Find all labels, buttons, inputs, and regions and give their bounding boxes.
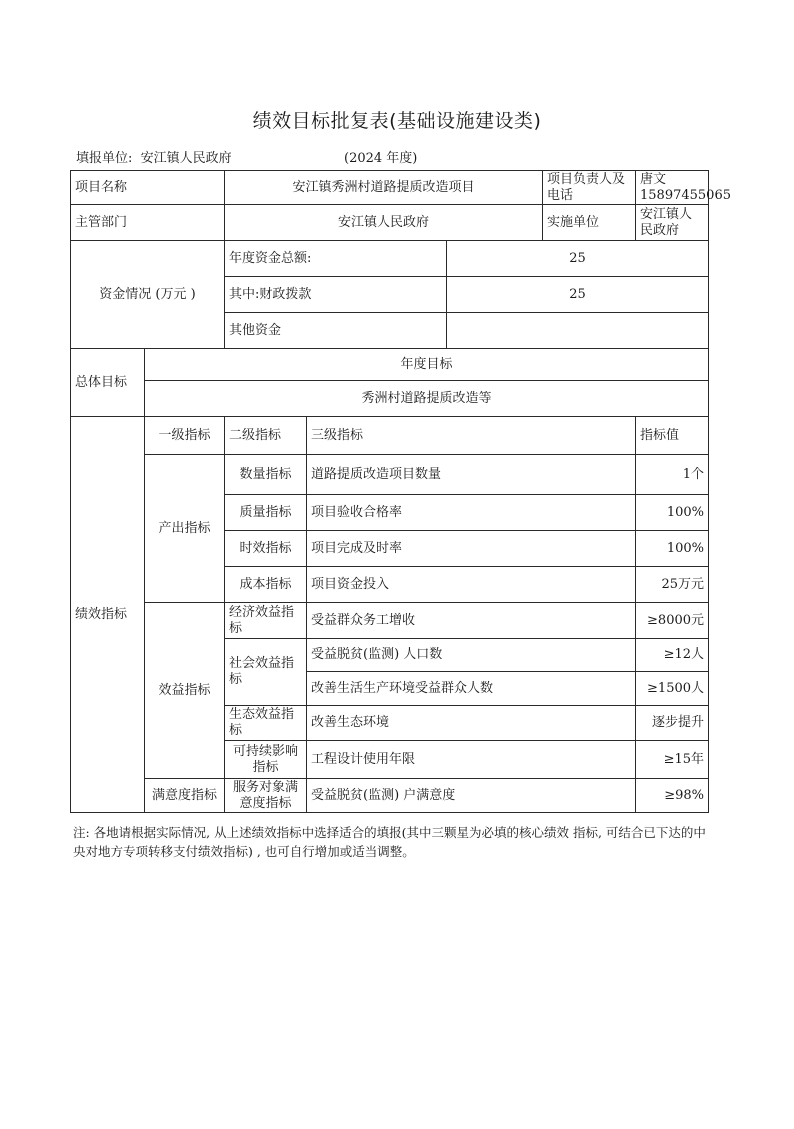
output-value: 25万元 bbox=[636, 567, 709, 603]
social-l3: 改善生活生产环境受益群众人数 bbox=[307, 672, 636, 706]
satisfaction-l3: 受益脱贫(监测) 户满意度 bbox=[307, 779, 636, 813]
funds-other-value bbox=[447, 313, 709, 349]
economic-row bbox=[71, 603, 709, 639]
header-value: 指标值 bbox=[636, 417, 709, 455]
economic-l2: 经济效益指标 bbox=[225, 603, 307, 639]
output-row bbox=[71, 455, 709, 495]
performance-table bbox=[70, 170, 731, 813]
social-value: ≥12人 bbox=[636, 639, 709, 672]
goal-label: 总体目标 bbox=[71, 349, 145, 417]
output-l3: 项目验收合格率 bbox=[307, 495, 636, 531]
header-level3: 三级指标 bbox=[307, 417, 636, 455]
funds-label: 资金情况 (万元 ) bbox=[71, 241, 225, 349]
satisfaction-l1: 满意度指标 bbox=[145, 779, 225, 813]
project-name-row bbox=[71, 171, 709, 205]
sustainable-value: ≥15年 bbox=[636, 741, 709, 779]
benefit-label: 效益指标 bbox=[145, 603, 225, 779]
ecological-value: 逐步提升 bbox=[636, 706, 709, 741]
goal-header-row bbox=[71, 349, 709, 381]
output-l2: 成本指标 bbox=[225, 567, 307, 603]
filing-unit-value: 安江镇人民政府 bbox=[140, 151, 232, 166]
funds-fiscal-label: 其中:财政拨款 bbox=[225, 277, 447, 313]
page-title: 绩效目标批复表(基础设施建设类) bbox=[252, 110, 542, 132]
goal-text-row bbox=[71, 381, 709, 417]
contact-value: 唐文15897455065 bbox=[636, 171, 709, 205]
output-l3: 道路提质改造项目数量 bbox=[307, 455, 636, 495]
dept-row bbox=[71, 205, 709, 241]
sustainable-l2: 可持续影响指标 bbox=[225, 741, 307, 779]
impl-value: 安江镇人民政府 bbox=[636, 205, 709, 241]
funds-total-row bbox=[71, 241, 709, 277]
header-level2: 二级指标 bbox=[225, 417, 307, 455]
filing-unit-label: 填报单位: bbox=[76, 151, 133, 166]
output-l3: 项目资金投入 bbox=[307, 567, 636, 603]
goal-text: 秀洲村道路提质改造等 bbox=[145, 381, 709, 417]
social-value: ≥1500人 bbox=[636, 672, 709, 706]
sustainable-l3: 工程设计使用年限 bbox=[307, 741, 636, 779]
dept-value: 安江镇人民政府 bbox=[225, 205, 543, 241]
ecological-l2: 生态效益指标 bbox=[225, 706, 307, 741]
satisfaction-row bbox=[71, 779, 709, 813]
output-l2: 数量指标 bbox=[225, 455, 307, 495]
economic-l3: 受益群众务工增收 bbox=[307, 603, 636, 639]
project-name: 安江镇秀洲村道路提质改造项目 bbox=[225, 171, 543, 205]
social-l3: 受益脱贫(监测) 人口数 bbox=[307, 639, 636, 672]
satisfaction-value: ≥98% bbox=[636, 779, 709, 813]
goal-header: 年度目标 bbox=[145, 349, 709, 381]
header-level1: 一级指标 bbox=[145, 417, 225, 455]
social-l2: 社会效益指标 bbox=[225, 639, 307, 706]
output-l3: 项目完成及时率 bbox=[307, 531, 636, 567]
indicator-header-row bbox=[71, 417, 709, 455]
satisfaction-l2: 服务对象满意度指标 bbox=[225, 779, 307, 813]
report-year: (2024 年度) bbox=[344, 151, 418, 166]
funds-total-value: 25 bbox=[447, 241, 709, 277]
filing-unit bbox=[76, 147, 232, 166]
indicators-label: 绩效指标 bbox=[71, 417, 145, 813]
output-l2: 质量指标 bbox=[225, 495, 307, 531]
output-value: 100% bbox=[636, 495, 709, 531]
ecological-l3: 改善生态环境 bbox=[307, 706, 636, 741]
contact-label: 项目负责人及电话 bbox=[543, 171, 636, 205]
economic-value: ≥8000元 bbox=[636, 603, 709, 639]
output-value: 1个 bbox=[636, 455, 709, 495]
funds-fiscal-value: 25 bbox=[447, 277, 709, 313]
output-l2: 时效指标 bbox=[225, 531, 307, 567]
funds-total-label: 年度资金总额: bbox=[225, 241, 447, 277]
funds-other-label: 其他资金 bbox=[225, 313, 447, 349]
footnote: 注: 各地请根据实际情况, 从上述绩效指标中选择适合的填报(其中三颗星为必填的核心绩效 指标, 可结合已下达的中央对地方专项转移支付绩效指标) , 也可自行增加或适当调整。 bbox=[73, 825, 706, 859]
impl-label: 实施单位 bbox=[543, 205, 636, 241]
output-value: 100% bbox=[636, 531, 709, 567]
dept-label: 主管部门 bbox=[71, 205, 225, 241]
project-name-label: 项目名称 bbox=[71, 171, 225, 205]
output-label: 产出指标 bbox=[145, 455, 225, 603]
